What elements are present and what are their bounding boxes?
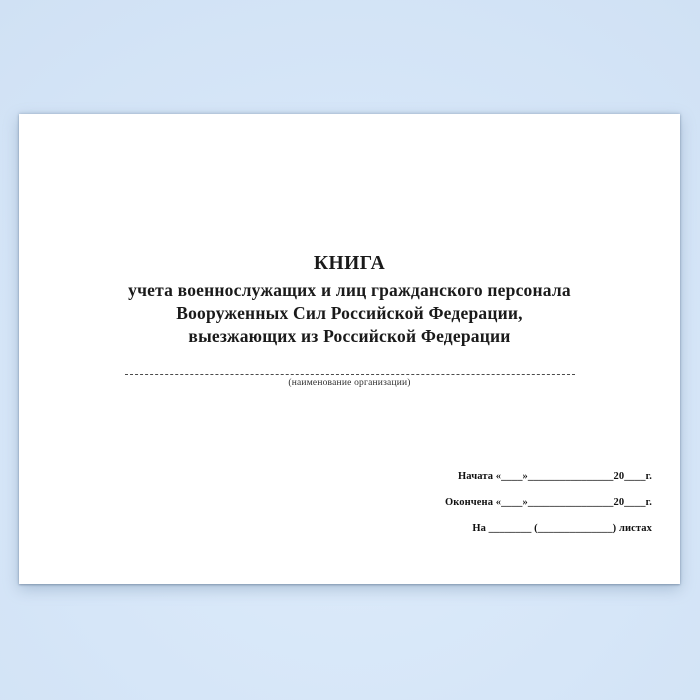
document-subtitle-line-1: учета военнослужащих и лиц гражданского персонала (128, 280, 571, 300)
title-block (19, 114, 680, 348)
finished-row: Окончена «____»________________20____г. (445, 497, 652, 508)
document-subtitle-line-3: выезжающих из Российской Федерации (188, 326, 511, 346)
fill-in-block (445, 464, 652, 542)
organization-caption: (наименование организации) (288, 378, 411, 388)
started-row: Начата «____»________________20____г. (458, 471, 652, 482)
organization-name-line (125, 374, 575, 375)
document-subtitle-line-2: Вооруженных Сил Российской Федерации, (176, 303, 523, 323)
book-cover-page (19, 114, 680, 584)
document-heading: КНИГА (313, 253, 386, 274)
sheets-row: На ________ (______________) листах (472, 523, 652, 534)
organization-block (19, 374, 680, 389)
